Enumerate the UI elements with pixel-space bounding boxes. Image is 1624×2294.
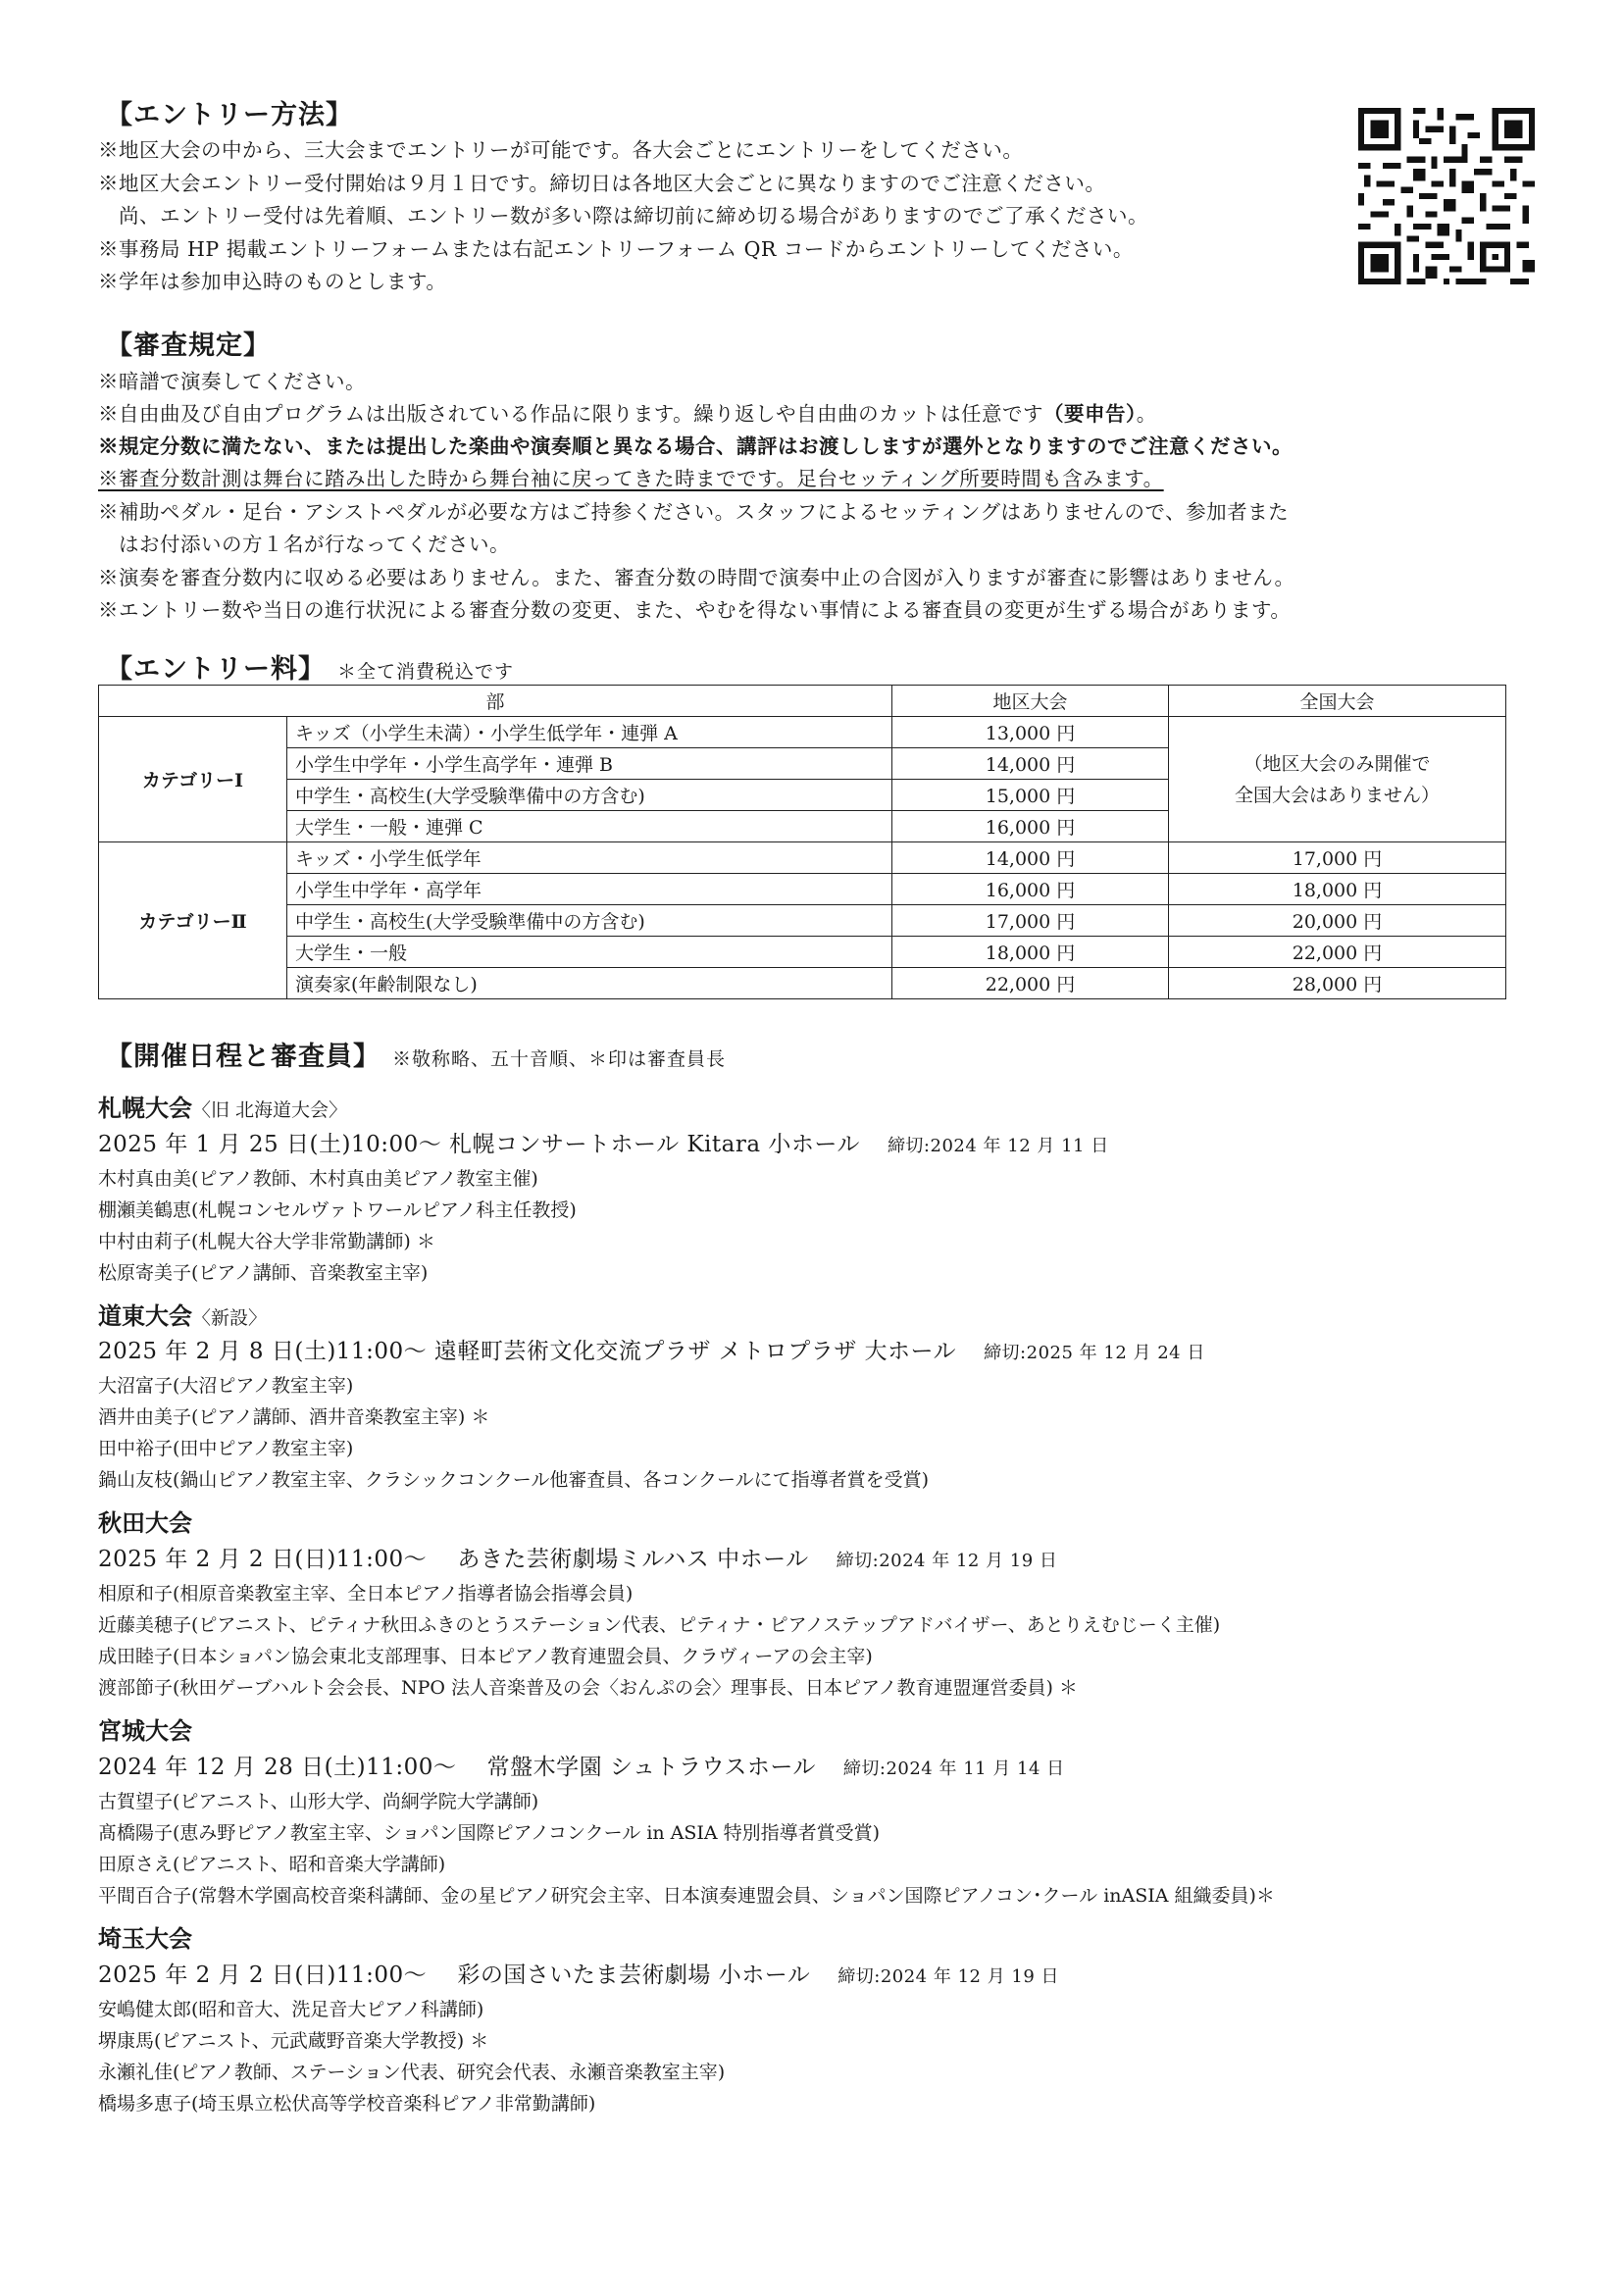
rules-line: ※演奏を審査分数内に収める必要はありません。また、審査分数の時間で演奏中止の合図が入りますが審査に影響はありません。 — [98, 566, 1295, 589]
national-fee-cell: 18,000 円 — [1169, 874, 1506, 905]
regional-fee-cell: 22,000 円 — [892, 968, 1169, 999]
fees-heading — [106, 647, 514, 686]
judge-item: 古賀望子(ピアニスト、山形大学、尚絅学院大学講師) — [98, 1791, 539, 1812]
venue-date-text: 2024 年 12 月 28 日(土)11:00～ 常盤木学園 シュトラウスホール — [98, 1755, 816, 1780]
venue-title — [98, 1504, 192, 1538]
rules-line: ※エントリー数や当日の進行状況による審査分数の変更、また、やむを得ない事情による審査員の変更が生ずる場合があります。 — [98, 598, 1292, 622]
venue-title — [98, 1711, 192, 1746]
rules-line-timing: ※審査分数計測は舞台に踏み出した時から舞台袖に戻ってきた時までです。足台セッティング所要時間も含みます。 — [98, 467, 1164, 490]
venue-deadline: 締切:2025 年 12 月 24 日 — [984, 1343, 1205, 1363]
judge-item: 渡部節子(秋田ゲーブハルト会会長、NPO 法人音楽普及の会〈おんぷの会〉理事長、日本ピアノ教育連盟運営委員) ＊ — [98, 1677, 1078, 1699]
entry-fee-table — [98, 685, 1506, 999]
venue-subtitle: 〈新設〉 — [192, 1307, 268, 1329]
judge-item: 棚瀬美鶴恵(札幌コンセルヴァトワールピアノ科主任教授) — [98, 1199, 577, 1221]
division-cell: 中学生・高校生(大学受験準備中の方含む) — [287, 780, 892, 811]
venue-date — [98, 1749, 1065, 1781]
division-cell: 小学生中学年・高学年 — [287, 874, 892, 905]
rules-line — [98, 397, 1157, 427]
schedule-note: ※敬称略、五十音順、＊印は審査員長 — [392, 1048, 727, 1070]
judge-item: 永瀬礼佳(ピアノ教師、ステーション代表、研究会代表、永瀬音楽教室主宰) — [98, 2062, 726, 2083]
table-row — [99, 717, 1506, 748]
entry-method-line: 尚、エントリー受付は先着順、エントリー数が多い際は締切前に締め切る場合がありますのでご了承ください。 — [98, 204, 1148, 228]
entry-method-line: ※地区大会の中から、三大会までエントリーが可能です。各大会ごとにエントリーをしてください。 — [98, 138, 1024, 162]
table-header-row — [99, 686, 1506, 717]
division-cell: 小学生中学年・小学生高学年・連弾 B — [287, 748, 892, 780]
entry-form-qr-code-icon[interactable] — [1358, 108, 1535, 284]
judge-item: 大沼富子(大沼ピアノ教室主宰) — [98, 1375, 354, 1397]
division-cell: 中学生・高校生(大学受験準備中の方含む) — [287, 905, 892, 937]
regional-fee-cell: 15,000 円 — [892, 780, 1169, 811]
judge-item: 中村由莉子(札幌大谷大学非常勤講師) ＊ — [98, 1231, 435, 1252]
rules-line: ※暗譜で演奏してください。 — [98, 370, 366, 393]
entry-method-line: ※地区大会エントリー受付開始は９月１日です。締切日は各地区大会ごとに異なりますのでご注意ください。 — [98, 172, 1106, 195]
judge-item: 髙橋陽子(恵み野ピアノ教室主宰、ショパン国際ピアノコンクール in ASIA 特別指導者賞受賞) — [98, 1822, 881, 1844]
judge-item: 田中裕子(田中ピアノ教室主宰) — [98, 1438, 354, 1459]
col-division: 部 — [99, 686, 892, 717]
venue-date — [98, 1957, 1059, 1989]
national-note-line: （地区大会のみ開催で — [1243, 752, 1431, 775]
division-cell: 大学生・一般 — [287, 937, 892, 968]
venue-deadline: 締切:2024 年 12 月 11 日 — [887, 1136, 1109, 1156]
regional-fee-cell: 13,000 円 — [892, 717, 1169, 748]
judge-item: 橋場多恵子(埼玉県立松伏高等学校音楽科ピアノ非常勤講師) — [98, 2093, 596, 2115]
national-fee-cell: 20,000 円 — [1169, 905, 1506, 937]
venue-deadline: 締切:2024 年 12 月 19 日 — [837, 1966, 1060, 1987]
venue-date-text: 2025 年 2 月 2 日(日)11:00～ あきた芸術劇場ミルハス 中ホール — [98, 1547, 809, 1572]
venue-date-text: 2025 年 1 月 25 日(土)10:00～ 札幌コンサートホール Kitara 小ホール — [98, 1132, 860, 1157]
division-cell: 大学生・一般・連弾 C — [287, 811, 892, 842]
venue-date-text: 2025 年 2 月 8 日(土)11:00～ 遠軽町芸術文化交流プラザ メトロプラザ 大ホール — [98, 1339, 957, 1364]
division-cell: 演奏家(年齢制限なし) — [287, 968, 892, 999]
venue-date — [98, 1333, 1205, 1365]
venue-date-text: 2025 年 2 月 2 日(日)11:00～ 彩の国さいたま芸術劇場 小ホール — [98, 1963, 811, 1988]
regional-fee-cell: 17,000 円 — [892, 905, 1169, 937]
judge-item: 近藤美穂子(ピアニスト、ピティナ秋田ふきのとうステーション代表、ピティナ・ピアノステップアドバイザー、あとりえむじーく主催) — [98, 1614, 1221, 1636]
rules-line-end: 。 — [1136, 402, 1157, 426]
judge-item: 鍋山友枝(鍋山ピアノ教室主宰、クラシックコンクール他審査員、各コンクールにて指導者賞を受賞) — [98, 1469, 930, 1491]
venue-name: 秋田大会 — [98, 1508, 192, 1537]
fees-tax-note: ＊全て消費税込です — [337, 661, 515, 683]
venue-name: 宮城大会 — [98, 1716, 192, 1745]
venue-name: 札幌大会 — [98, 1094, 192, 1122]
entry-method-line: ※事務局 HP 掲載エントリーフォームまたは右記エントリーフォーム QR コードからエントリーしてください。 — [98, 237, 1134, 261]
rules-line-text: ※自由曲及び自由プログラムは出版されている作品に限ります。繰り返しや自由曲のカットは任意です — [98, 402, 1043, 426]
judge-item: 成田睦子(日本ショパン協会東北支部理事、日本ピアノ教育連盟会員、クラヴィーアの会主宰) — [98, 1646, 873, 1667]
schedule-heading-text: 【開催日程と審査員】 — [106, 1042, 381, 1072]
col-national: 全国大会 — [1169, 686, 1506, 717]
table-row — [99, 842, 1506, 874]
venue-date — [98, 1541, 1057, 1573]
venue-deadline: 締切:2024 年 11 月 14 日 — [842, 1759, 1065, 1779]
venue-title — [98, 1089, 347, 1123]
judge-item: 田原さえ(ピアニスト、昭和音楽大学講師) — [98, 1854, 446, 1875]
rules-line: ※補助ペダル・足台・アシストペダルが必要な方はご持参ください。スタッフによるセッティングはありませんので、参加者また — [98, 500, 1290, 524]
table-row — [99, 968, 1506, 999]
regional-fee-cell: 16,000 円 — [892, 874, 1169, 905]
judge-item: 木村真由美(ピアノ教師、木村真由美ピアノ教室主催) — [98, 1168, 538, 1190]
judge-item: 松原寄美子(ピアノ講師、音楽教室主宰) — [98, 1262, 429, 1284]
col-regional: 地区大会 — [892, 686, 1169, 717]
division-cell: キッズ（小学生未満）・小学生低学年・連弾 A — [287, 717, 892, 748]
judge-item: 平間百合子(常磐木学園高校音楽科講師、金の星ピアノ研究会主宰、日本演奏連盟会員、ショパン国際ピアノコン･クール inASIA 組織委員)＊ — [98, 1885, 1275, 1907]
national-note-line: 全国大会はありません） — [1234, 784, 1440, 806]
rules-heading: 【審査規定】 — [106, 331, 271, 361]
rules-line-emphasis: （要申告） — [1042, 402, 1137, 426]
fees-heading-text: 【エントリー料】 — [106, 654, 326, 685]
regional-fee-cell: 18,000 円 — [892, 937, 1169, 968]
category-1-label: カテゴリーⅠ — [99, 717, 287, 842]
venue-date — [98, 1126, 1109, 1158]
rules-line: はお付添いの方１名が行なってください。 — [98, 533, 510, 556]
judge-item: 安嶋健太郎(昭和音大、洗足音大ピアノ科講師) — [98, 1999, 484, 2020]
category-2-label: カテゴリーⅡ — [99, 842, 287, 999]
regional-fee-cell: 16,000 円 — [892, 811, 1169, 842]
regional-fee-cell: 14,000 円 — [892, 842, 1169, 874]
table-row — [99, 874, 1506, 905]
venue-title — [98, 1919, 192, 1954]
rules-line-warning: ※規定分数に満たない、または提出した楽曲や演奏順と異なる場合、講評はお渡ししますが選外となりますのでご注意ください。 — [98, 434, 1293, 458]
table-row — [99, 937, 1506, 968]
division-cell: キッズ・小学生低学年 — [287, 842, 892, 874]
judge-item: 酒井由美子(ピアノ講師、酒井音楽教室主宰) ＊ — [98, 1406, 490, 1428]
venue-subtitle: 〈旧 北海道大会〉 — [192, 1099, 348, 1121]
national-fee-cell: 22,000 円 — [1169, 937, 1506, 968]
regional-fee-cell: 14,000 円 — [892, 748, 1169, 780]
judge-item: 相原和子(相原音楽教室主宰、全日本ピアノ指導者協会指導会員) — [98, 1583, 634, 1605]
entry-method-line: ※学年は参加申込時のものとします。 — [98, 270, 447, 293]
venue-title — [98, 1297, 267, 1331]
schedule-heading — [106, 1035, 726, 1073]
venue-name: 埼玉大会 — [98, 1924, 192, 1953]
national-note-cell — [1169, 717, 1506, 842]
entry-method-heading: 【エントリー方法】 — [106, 100, 353, 130]
national-fee-cell: 28,000 円 — [1169, 968, 1506, 999]
national-fee-cell: 17,000 円 — [1169, 842, 1506, 874]
venue-name: 道東大会 — [98, 1301, 192, 1330]
judge-item: 堺康馬(ピアニスト、元武蔵野音楽大学教授) ＊ — [98, 2030, 489, 2052]
table-row — [99, 905, 1506, 937]
venue-deadline: 締切:2024 年 12 月 19 日 — [836, 1551, 1058, 1571]
